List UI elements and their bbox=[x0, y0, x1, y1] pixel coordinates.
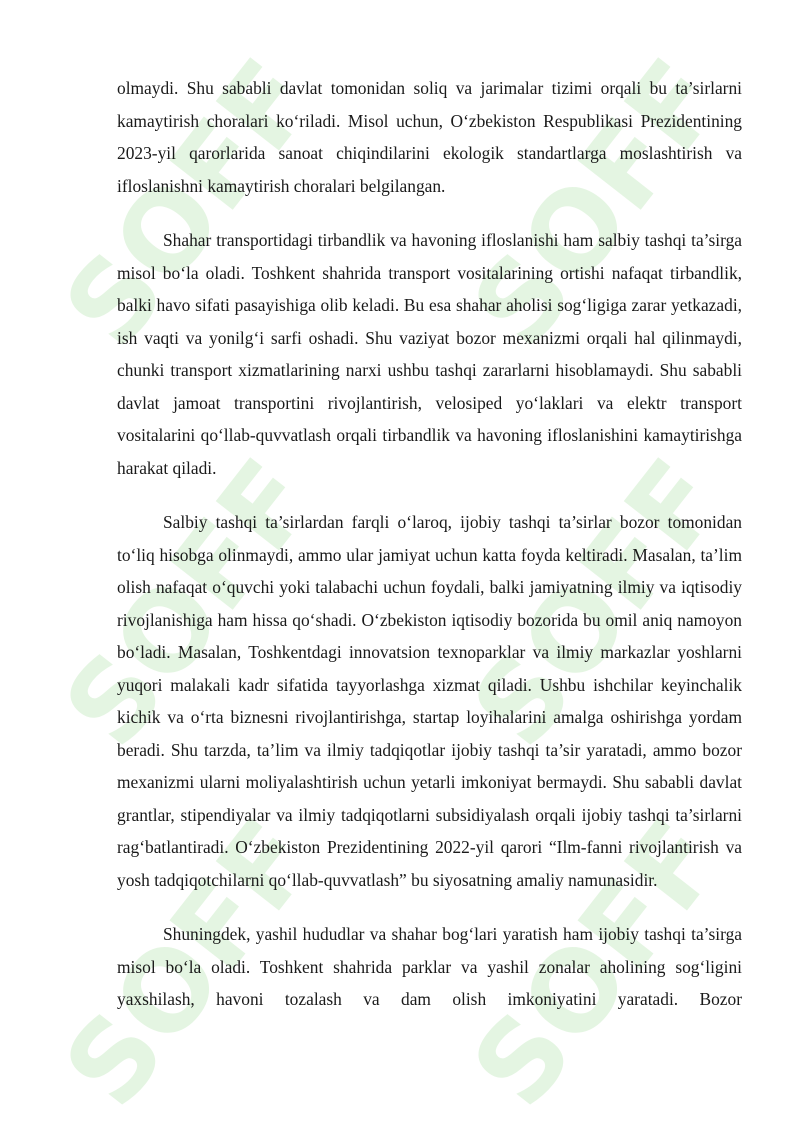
watermark-text: SOFF bbox=[62, 440, 322, 770]
watermark-text: SOFF bbox=[470, 800, 730, 1130]
paragraph: Shuningdek, yashil hududlar va shahar bog‘lari yaratish ham ijobiy tashqi ta’sirga misol bo‘la oladi. Toshkent shahrida parklar va yashil zonalar aholining sog‘ligini yaxshilash, havoni tozalash va dam olish imkoniyatini yaratadi. Bozor bbox=[117, 924, 742, 1009]
watermark-text: SOFF bbox=[470, 440, 730, 770]
document-body bbox=[117, 72, 742, 1038]
paragraph: Shahar transportidagi tirbandlik va havoning ifloslanishi ham salbiy tashqi ta’sirga misol bo‘la oladi. Toshkent shahrida transport vositalarining ortishi nafaqat tirbandlik, balki havo sifati pasayishiga olib keladi. Bu esa shahar aholisi sog‘ligiga zarar yetkazadi, ish vaqti va yonilg‘i sarfi oshadi. Shu vaziyat bozor mexanizmi orqali hal qilinmaydi, chunki transport xizmatlarining narxi ushbu tashqi zararlarni hisoblamaydi. Shu sababli davlat jamoat transportini rivojlantirish, velosiped yo‘laklari va elektr transport vositalarini qo‘llab-quvvatlash orqali tirbandlik va havoning ifloslanishini kamaytirishga harakat qiladi. bbox=[117, 230, 742, 478]
watermark-text: SOFF bbox=[470, 40, 730, 370]
paragraph: Salbiy tashqi ta’sirlardan farqli o‘laroq, ijobiy tashqi ta’sirlar bozor tomonidan to‘liq hisobga olinmaydi, ammo ular jamiyat uchun katta foyda keltiradi. Masalan, ta’lim olish nafaqat o‘quvchi yoki talabachi uchun foydali, balki jamiyatning ilmiy va iqtisodiy rivojlanishiga ham hissa qo‘shadi. O‘zbekiston iqtisodiy bozorida bu omil aniq namoyon bo‘ladi. Masalan, Toshkentdagi innovatsion texnoparklar va ilmiy markazlar yoshlarni yuqori malakali kadr sifatida tayyorlashga xizmat qiladi. Ushbu ishchilar keyinchalik kichik va o‘rta biznesni rivojlantirishga, startap loyihalarini amalga oshirishga yordam beradi. Shu tarzda, ta’lim va ilmiy tadqiqotlar ijobiy tashqi ta’sir yaratadi, ammo bozor mexanizmi ularni moliyalashtirish uchun yetarli imkoniyat bermaydi. Shu sababli davlat grantlar, stipendiyalar va ilmiy tadqiqotlarni subsidiyalash orqali ijobiy tashqi ta’sirlarni rag‘batlantiradi. O‘zbekiston Prezidentining 2022-yil qarori “Ilm-fanni rivojlantirish va yosh tadqiqotchilarni qo‘llab-quvvatlash” bu siyosatning amaliy namunasidir. bbox=[117, 512, 742, 890]
paragraph: olmaydi. Shu sababli davlat tomonidan soliq va jarimalar tizimi orqali bu ta’sirlarni kamaytirish choralari ko‘riladi. Misol uchun, O‘zbekiston Respublikasi Prezidentining 2023-yil qarorlarida sanoat chiqindilarini ekologik standartlarga moslashtirish va ifloslanishni kamaytirish choralari belgilangan. bbox=[117, 78, 742, 196]
watermark-text: SOFF bbox=[62, 40, 322, 370]
watermark-text: SOFF bbox=[62, 800, 322, 1130]
